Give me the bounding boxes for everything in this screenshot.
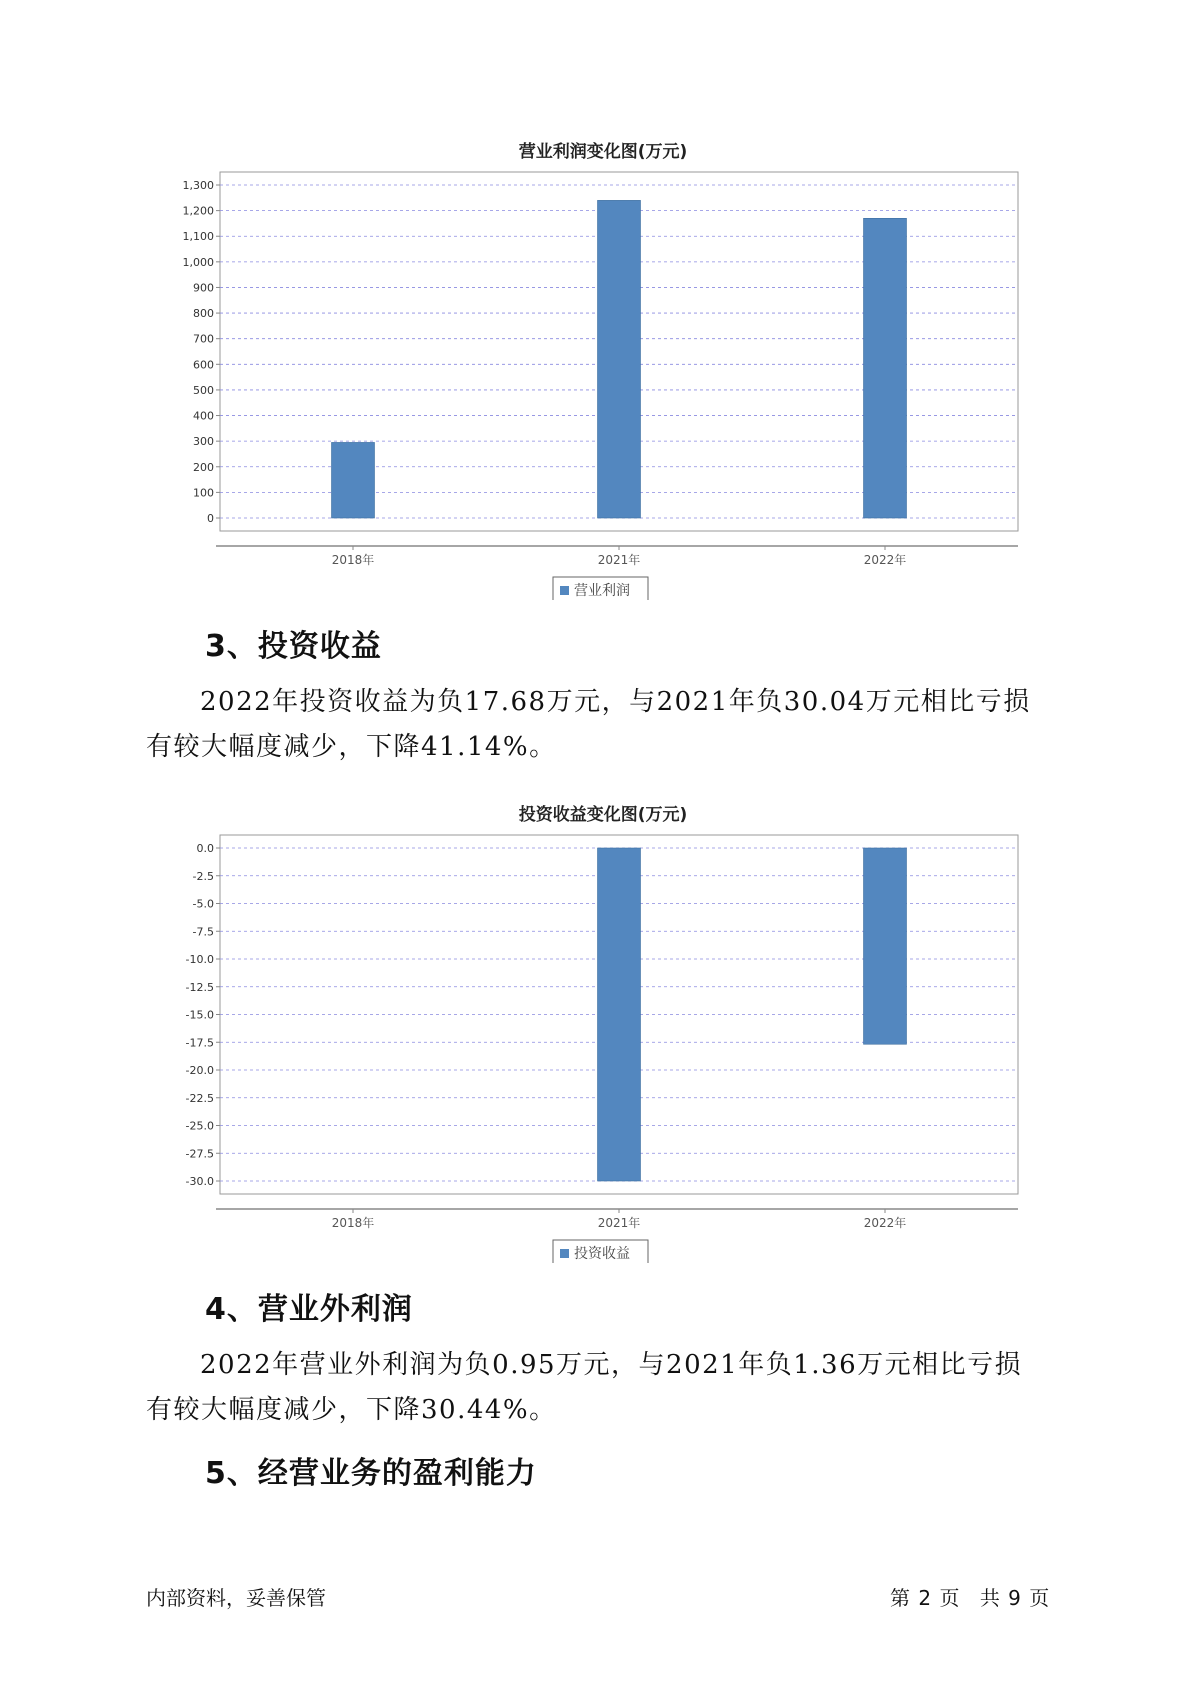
bar [598, 848, 641, 1181]
y-tick-label: -25.0 [185, 1119, 214, 1133]
y-tick-label: -17.5 [185, 1036, 214, 1050]
y-tick-label: -30.0 [185, 1175, 214, 1188]
y-tick-label: -5.0 [192, 897, 214, 911]
investment-income-chart [0, 793, 1191, 1263]
y-tick-label: 500 [193, 383, 214, 397]
section-3-paragraph: 2022年投资收益为负17.68万元，与2021年负30.04万元相比亏损有较大幅度减少，下降41.14%。 [146, 687, 1031, 762]
section-4-heading: 4、营业外利润 [205, 1292, 413, 1327]
y-tick-label: -12.5 [185, 980, 214, 994]
section-3-heading: 3、投资收益 [205, 629, 382, 664]
operating-profit-chart [0, 130, 1191, 600]
x-tick-label: 2018年 [331, 1216, 375, 1230]
section-4-paragraph: 2022年营业外利润为负0.95万元，与2021年负1.36万元相比亏损有较大幅度减少，下降30.44%。 [146, 1350, 1023, 1425]
y-tick-label: 1,300 [182, 179, 214, 192]
chart-title: 投资收益变化图(万元) [518, 805, 688, 825]
x-tick-label: 2021年 [597, 1216, 641, 1230]
y-tick-label: -27.5 [185, 1147, 214, 1161]
legend-label: 投资收益 [574, 1246, 630, 1262]
legend-label: 营业利润 [574, 583, 630, 599]
y-tick-label: 600 [193, 358, 214, 372]
section-5-heading: 5、经营业务的盈利能力 [205, 1456, 537, 1491]
x-tick-label: 2022年 [863, 1216, 907, 1230]
y-tick-label: 800 [193, 307, 214, 321]
bar [598, 200, 641, 518]
chart-title: 营业利润变化图(万元) [518, 142, 688, 162]
x-tick-label: 2021年 [597, 553, 641, 567]
page-label: 第 [890, 1586, 911, 1610]
bar [332, 442, 375, 518]
footer-page-number [890, 1582, 1050, 1611]
y-tick-label: -10.0 [185, 953, 214, 966]
investment-income-chart-svg [0, 793, 1191, 1263]
y-tick-label: -2.5 [192, 869, 214, 883]
page-label: 页 [1029, 1586, 1051, 1610]
y-tick-label: 100 [193, 486, 214, 500]
y-tick-label: 300 [193, 435, 214, 449]
bar [864, 848, 907, 1044]
legend [553, 1240, 648, 1263]
y-tick-label: -20.0 [185, 1064, 214, 1077]
x-tick-label: 2022年 [863, 553, 907, 567]
total-label: 共 [979, 1586, 1001, 1610]
legend-swatch [560, 586, 569, 595]
x-tick-label: 2018年 [331, 553, 375, 567]
y-tick-label: 900 [193, 281, 214, 295]
bar [864, 218, 907, 518]
y-tick-label: -7.5 [192, 925, 214, 939]
legend-swatch [560, 1249, 569, 1258]
page-num: 2 [918, 1586, 933, 1610]
y-tick-label: 0 [207, 512, 214, 525]
y-tick-label: 1,000 [182, 255, 214, 269]
y-tick-label: 200 [193, 460, 214, 474]
legend [553, 577, 648, 600]
y-tick-label: 700 [193, 332, 214, 346]
footer-confidential-note: 内部资料，妥善保管 [146, 1586, 326, 1610]
y-tick-label: 400 [193, 409, 214, 423]
page-label: 页 [939, 1586, 961, 1610]
y-tick-label: -22.5 [185, 1091, 214, 1105]
y-tick-label: 0.0 [196, 842, 214, 855]
total-num: 9 [1008, 1586, 1022, 1610]
operating-profit-chart-svg [0, 130, 1191, 600]
y-tick-label: -15.0 [185, 1008, 214, 1022]
y-tick-label: 1,200 [182, 204, 214, 218]
y-tick-label: 1,100 [182, 230, 214, 244]
